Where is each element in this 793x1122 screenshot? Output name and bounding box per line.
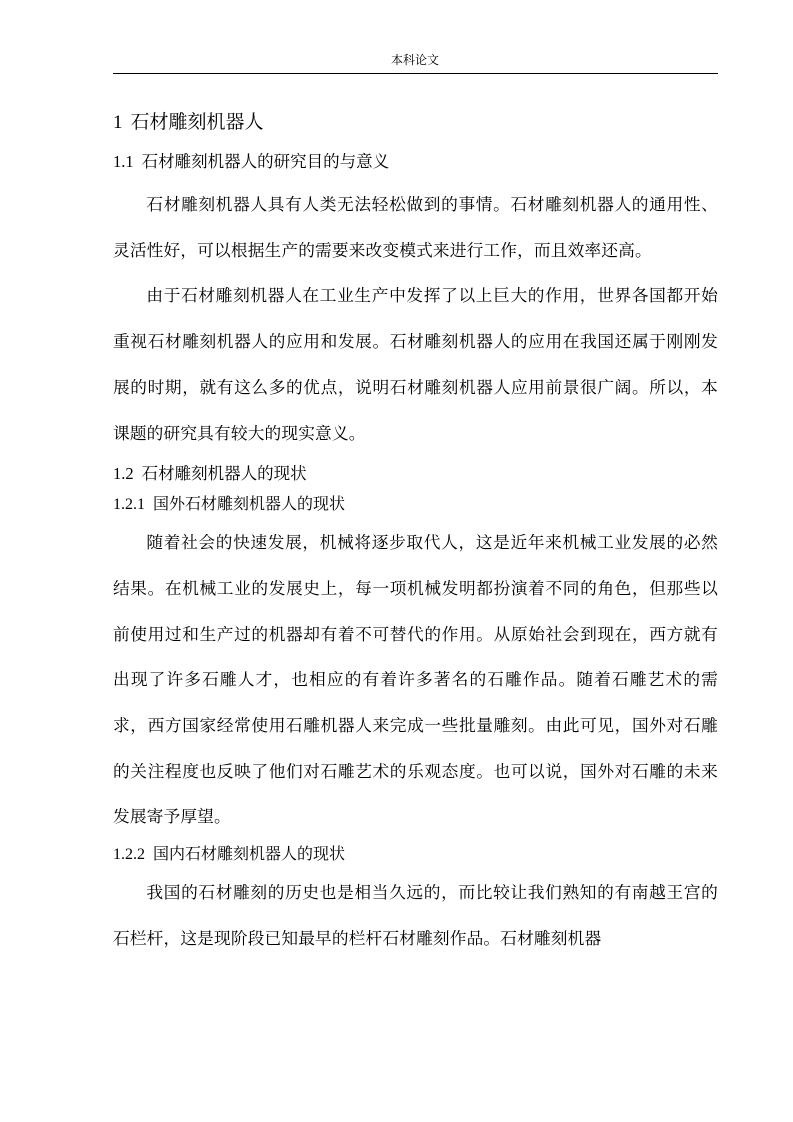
paragraph: 我国的石材雕刻的历史也是相当久远的，而比较让我们熟知的有南越王宫的石栏杆，这是现阶段已知最早的栏杆石材雕刻作品。石材雕刻机器 bbox=[113, 882, 718, 948]
section-number: 1.1 bbox=[113, 152, 134, 171]
section-heading-1 bbox=[113, 106, 718, 142]
section-number: 1.2 bbox=[113, 464, 134, 484]
section-title: 国内石材雕刻机器人的现状 bbox=[153, 844, 346, 864]
running-header-title: 本科论文 bbox=[390, 53, 439, 67]
section-title: 石材雕刻机器人的现状 bbox=[141, 464, 307, 484]
paragraph: 由于石材雕刻机器人在工业生产中发挥了以上巨大的作用，世界各国都开始重视石材雕刻机器人的应用和发展。石材雕刻机器人的应用在我国还属于刚刚发展的时期，就有这么多的优点，说明石材雕刻机器人应用前景很广阔。所以，本课题的研究具有较大的现实意义。 bbox=[113, 285, 718, 443]
section-title: 石材雕刻机器人 bbox=[130, 111, 264, 133]
paragraph: 随着社会的快速发展，机械将逐步取代人，这是近年来机械工业发展的必然结果。在机械工业的发展史上，每一项机械发明都扮演着不同的角色，但那些以前使用过和生产过的机器却有着不可替代的作用。从原始社会到现在，西方就有出现了许多石雕人才，也相应的有着许多著名的石雕作品。随着石雕艺术的需求，西方国家经常使用石雕机器人来完成一些批量雕刻。由此可见，国外对石雕的关注程度也反映了他们对石雕艺术的乐观态度。也可以说，国外对石雕的未来发展寄予厚望。 bbox=[113, 532, 718, 827]
section-heading-1-2 bbox=[113, 460, 718, 490]
section-heading-1-2-1 bbox=[113, 490, 718, 520]
section-heading-1-2-2 bbox=[113, 840, 718, 870]
section-number: 1.2.1 bbox=[113, 496, 145, 514]
section-number: 1 bbox=[113, 112, 123, 133]
section-title: 石材雕刻机器人的研究目的与意义 bbox=[141, 152, 390, 171]
paragraph: 石材雕刻机器人具有人类无法轻松做到的事情。石材雕刻机器人的通用性、灵活性好，可以根据生产的需要来改变模式来进行工作，而且效率还高。 bbox=[113, 194, 718, 260]
page-body bbox=[113, 106, 718, 962]
section-number: 1.2.2 bbox=[113, 846, 145, 864]
section-heading-1-1 bbox=[113, 148, 718, 178]
header-rule bbox=[113, 73, 718, 74]
section-title: 国外石材雕刻机器人的现状 bbox=[153, 494, 346, 514]
